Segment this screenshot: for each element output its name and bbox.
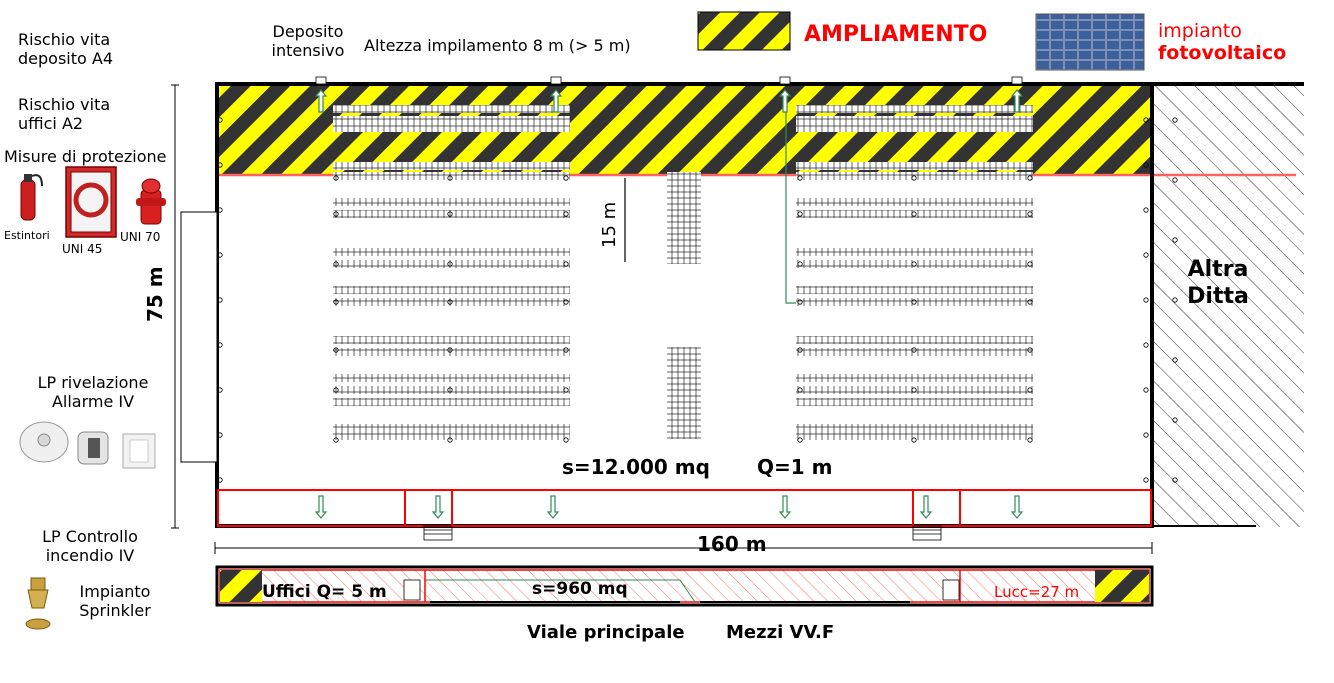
rack-row <box>796 298 1033 306</box>
rack-row <box>796 198 1033 206</box>
extinguishers-label: Estintori <box>4 229 50 242</box>
rack-row <box>796 248 1033 256</box>
risk-storage-label: Rischio vita deposito A4 <box>18 30 113 68</box>
left-annex <box>181 212 217 462</box>
rack-row <box>333 105 570 113</box>
rack-row <box>333 162 570 170</box>
rack-row <box>333 260 570 268</box>
offices-area-label: s=960 mq <box>532 579 628 599</box>
sprinkler-label: Impianto Sprinkler <box>79 582 151 620</box>
exit-arrows-bottom <box>316 496 1022 518</box>
neighbor-label: Altra Ditta <box>1187 257 1249 309</box>
protection-title: Misure di protezione <box>4 147 167 166</box>
uni70-hydrant-icon <box>136 179 166 224</box>
fire-control-label: LP Controllo incendio IV <box>42 527 138 565</box>
detector-marker <box>1144 433 1148 437</box>
offices-q-label: Uffici Q= 5 m <box>262 582 387 602</box>
fire-vehicles-label: Mezzi VV.F <box>726 622 835 643</box>
risk-offices-label: Rischio vita uffici A2 <box>18 95 111 133</box>
storage-type-label: Deposito intensivo <box>271 22 345 60</box>
rack-row <box>333 286 570 294</box>
rack-row <box>796 432 1033 440</box>
rack-row <box>333 398 570 406</box>
width-dimension-label: 160 m <box>697 532 767 556</box>
rack-row <box>796 424 1033 432</box>
detector-marker <box>1144 208 1148 212</box>
rack-row <box>333 210 570 218</box>
heat-detector-icon <box>78 432 108 464</box>
solar-panel-icon <box>1036 14 1144 70</box>
central-rack-upper <box>667 172 701 264</box>
rack-row <box>796 286 1033 294</box>
detection-label: LP rivelazione Allarme IV <box>37 373 149 411</box>
height-dimension-label: 75 m <box>143 266 167 322</box>
uni45-cabinet-icon <box>66 167 116 237</box>
stack-height-label: Altezza impilamento 8 m (> 5 m) <box>364 36 631 55</box>
extinguisher-icon <box>21 174 42 220</box>
smoke-detector-icon <box>20 422 68 462</box>
rack-row <box>796 336 1033 344</box>
q-info-label: Q=1 m <box>757 455 833 479</box>
exit-stairs <box>424 526 941 540</box>
rack-row <box>333 248 570 256</box>
rack-row <box>796 162 1033 170</box>
area-info-label: s=12.000 mq <box>562 455 710 479</box>
loading-strip <box>218 490 1151 526</box>
detector-marker <box>1144 343 1148 347</box>
central-rack-lower <box>667 347 701 439</box>
manual-call-point-icon <box>123 434 155 468</box>
rack-row <box>796 398 1033 406</box>
aisle-dimension-label: 15 m <box>599 201 620 248</box>
detector-marker <box>1144 253 1148 257</box>
rack-row <box>796 210 1033 218</box>
rack-row <box>333 424 570 432</box>
detector-marker <box>1144 478 1148 482</box>
rack-row <box>796 260 1033 268</box>
rack-row <box>333 198 570 206</box>
rack-row <box>333 298 570 306</box>
sprinkler-head-icon <box>26 578 50 629</box>
rack-row <box>333 336 570 344</box>
rack-row <box>796 374 1033 382</box>
road-label: Viale principale <box>527 622 685 643</box>
expansion-legend-swatch <box>698 12 790 50</box>
solar-label: impianto fotovoltaico <box>1158 20 1287 64</box>
lucc-label: Lucc=27 m <box>994 583 1080 601</box>
rack-row <box>333 374 570 382</box>
detector-marker <box>1144 298 1148 302</box>
expansion-title: AMPLIAMENTO <box>804 22 988 47</box>
uni70-label: UNI 70 <box>120 230 161 244</box>
detector-marker <box>1144 388 1148 392</box>
uni45-label: UNI 45 <box>62 242 103 256</box>
rack-row <box>333 386 570 394</box>
rack-row <box>796 386 1033 394</box>
